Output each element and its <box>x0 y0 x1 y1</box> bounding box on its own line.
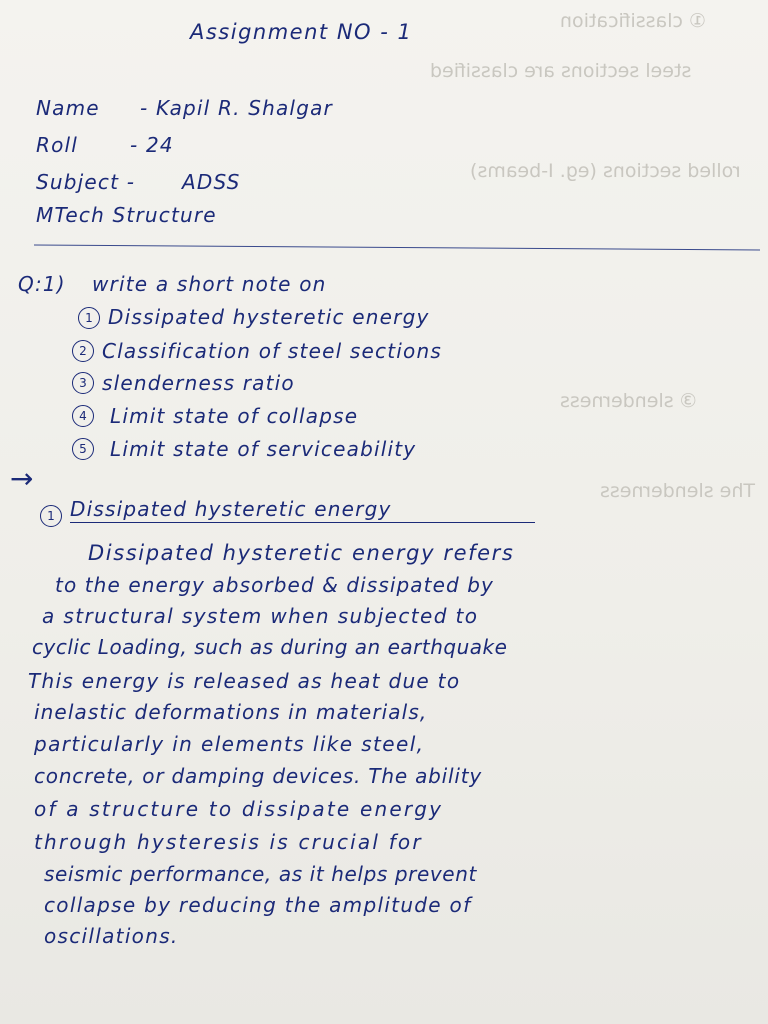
roll-value: - 24 <box>130 133 174 157</box>
name-value: - Kapil R. Shalgar <box>140 96 333 120</box>
question-prefix: Q:1) <box>18 272 66 296</box>
item-number-circle: 1 <box>78 307 100 329</box>
answer-line: oscillations. <box>44 924 179 948</box>
answer-line: concrete, or damping devices. The ability <box>34 764 483 788</box>
answer-line: cyclic Loading, such as during an earthquake <box>32 635 508 659</box>
answer-line: seismic performance, as it helps prevent <box>44 862 477 886</box>
question-item: slenderness ratio <box>102 371 295 395</box>
item-number-circle: 1 <box>40 505 62 527</box>
subject-label: Subject - <box>36 170 136 194</box>
roll-label: Roll <box>36 133 79 157</box>
divider-line <box>34 244 760 250</box>
bleed-through: steel sections are classified <box>430 60 692 82</box>
question-item: Limit state of serviceability <box>110 437 417 461</box>
answer-line: a structural system when subjected to <box>42 604 479 628</box>
item-number-circle: 4 <box>72 405 94 427</box>
item-number-circle: 3 <box>72 372 94 394</box>
heading-underline <box>70 522 535 523</box>
answer-line: particularly in elements like steel, <box>34 732 425 756</box>
page-title: Assignment NO - 1 <box>190 20 413 44</box>
answer-heading: Dissipated hysteretic energy <box>70 497 392 521</box>
answer-line: of a structure to dissipate energy <box>34 797 444 821</box>
name-label: Name <box>36 96 100 120</box>
answer-line: to the energy absorbed & dissipated by <box>55 573 494 597</box>
arrow-icon: → <box>10 462 34 495</box>
item-number-circle: 2 <box>72 340 94 362</box>
answer-line: inelastic deformations in materials, <box>34 700 428 724</box>
bleed-through: ③ slenderness <box>560 390 697 412</box>
subject-value: ADSS <box>182 170 241 194</box>
item-number-circle: 5 <box>72 438 94 460</box>
bleed-through: The slenderness <box>600 480 756 502</box>
answer-line: collapse by reducing the amplitude of <box>44 893 472 917</box>
answer-line: This energy is released as heat due to <box>28 669 461 693</box>
answer-line: through hysteresis is crucial for <box>34 830 423 854</box>
program-label: MTech Structure <box>36 203 217 227</box>
question-item: Limit state of collapse <box>110 404 359 428</box>
question-text: write a short note on <box>92 272 327 296</box>
question-item: Dissipated hysteretic energy <box>108 305 430 329</box>
bleed-through: rolled sections (eg. I-beams) <box>470 160 741 182</box>
bleed-through: ① classification <box>560 10 706 32</box>
question-item: Classification of steel sections <box>102 339 442 363</box>
answer-line: Dissipated hysteretic energy refers <box>88 541 515 565</box>
